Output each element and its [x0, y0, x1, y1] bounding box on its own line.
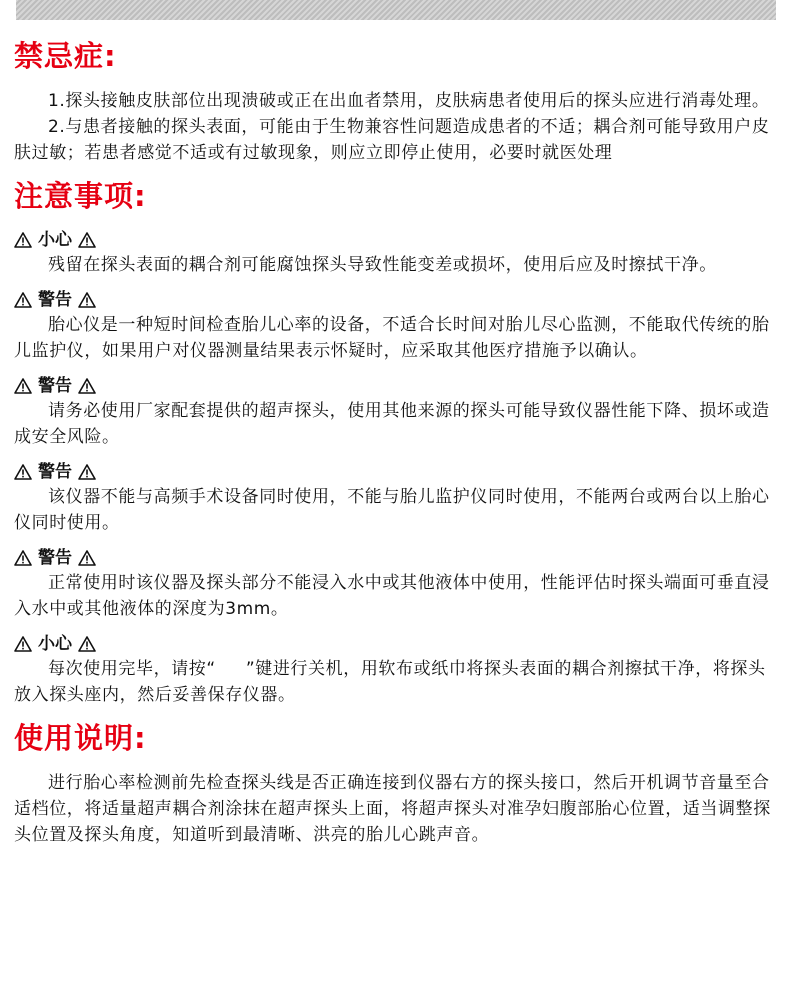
warning-triangle-icon: [78, 550, 96, 566]
notice-label: 警告: [38, 290, 72, 310]
notice-text: 胎心仪是一种短时间检查胎儿心率的设备，不适合长时间对胎儿尽心监测，不能取代传统的胎儿监护仪，如果用户对仪器测量结果表示怀疑时，应采取其他医疗措施予以确认。: [14, 315, 770, 361]
notice-header: [14, 374, 778, 398]
notice-label: 警告: [38, 462, 72, 482]
warning-triangle-icon: [14, 464, 32, 480]
instructions-title: 使用说明:: [14, 721, 147, 755]
precautions-title: 注意事项:: [14, 179, 147, 213]
warning-triangle-icon: [14, 378, 32, 394]
warning-triangle-icon: [78, 292, 96, 308]
warning-triangle-icon: [14, 232, 32, 248]
top-decorative-band: [16, 0, 776, 20]
notice-text: 残留在探头表面的耦合剂可能腐蚀探头导致性能变差或损坏，使用后应及时擦拭干净。: [48, 255, 717, 275]
contraindication-item-1: 1.探头接触皮肤部位出现溃破或正在出血者禁用，皮肤病患者使用后的探头应进行消毒处理。: [48, 91, 770, 111]
contraindications-title: 禁忌症:: [14, 39, 117, 73]
notice-label: 警告: [38, 376, 72, 396]
notice-warning-3: [14, 460, 778, 536]
notice-label: 小心: [38, 634, 72, 654]
manual-content: [14, 34, 778, 848]
notice-label: 小心: [38, 230, 72, 250]
notice-warning-1: [14, 288, 778, 364]
warning-triangle-icon: [14, 550, 32, 566]
warning-triangle-icon: [78, 378, 96, 394]
notice-text: 正常使用时该仪器及探头部分不能浸入水中或其他液体中使用，性能评估时探头端面可垂直浸入水中或其他液体的深度为3mm。: [14, 573, 770, 619]
warning-triangle-icon: [78, 636, 96, 652]
notice-text-before: 每次使用完毕，请按“: [48, 659, 216, 679]
warning-triangle-icon: [14, 636, 32, 652]
notice-text: 该仪器不能与高频手术设备同时使用，不能与胎儿监护仪同时使用，不能两台或两台以上胎心仪同时使用。: [14, 487, 770, 533]
notice-header: [14, 632, 778, 656]
notice-header: [14, 546, 778, 570]
warning-triangle-icon: [14, 292, 32, 308]
notice-text: 请务必使用厂家配套提供的超声探头，使用其他来源的探头可能导致仪器性能下降、损坏或造成安全风险。: [14, 401, 770, 447]
warning-triangle-icon: [78, 232, 96, 248]
notice-text-after: ”键进行关机，用软布或纸巾将探头表面的耦合剂擦拭干净，将探头放入探头座内，然后妥善保存仪器。: [14, 659, 766, 705]
notice-caution-1: [14, 228, 778, 278]
notice-header: [14, 460, 778, 484]
instructions-text: 进行胎心率检测前先检查探头线是否正确连接到仪器右方的探头接口，然后开机调节音量至合适档位，将适量超声耦合剂涂抹在超声探头上面，将超声探头对准孕妇腹部胎心位置，适当调整探头位置及探头角度，知道听到最清晰、洪亮的胎儿心跳声音。: [14, 773, 771, 845]
notice-warning-2: [14, 374, 778, 450]
notice-text: [14, 656, 778, 708]
warning-triangle-icon: [78, 464, 96, 480]
notice-label: 警告: [38, 548, 72, 568]
notice-header: [14, 228, 778, 252]
notice-caution-2: [14, 632, 778, 708]
contraindication-item-2: 2.与患者接触的探头表面，可能由于生物兼容性问题造成患者的不适；耦合剂可能导致用户皮肤过敏；若患者感觉不适或有过敏现象，则应立即停止使用，必要时就医处理: [14, 117, 770, 163]
notice-header: [14, 288, 778, 312]
notice-warning-4: [14, 546, 778, 622]
